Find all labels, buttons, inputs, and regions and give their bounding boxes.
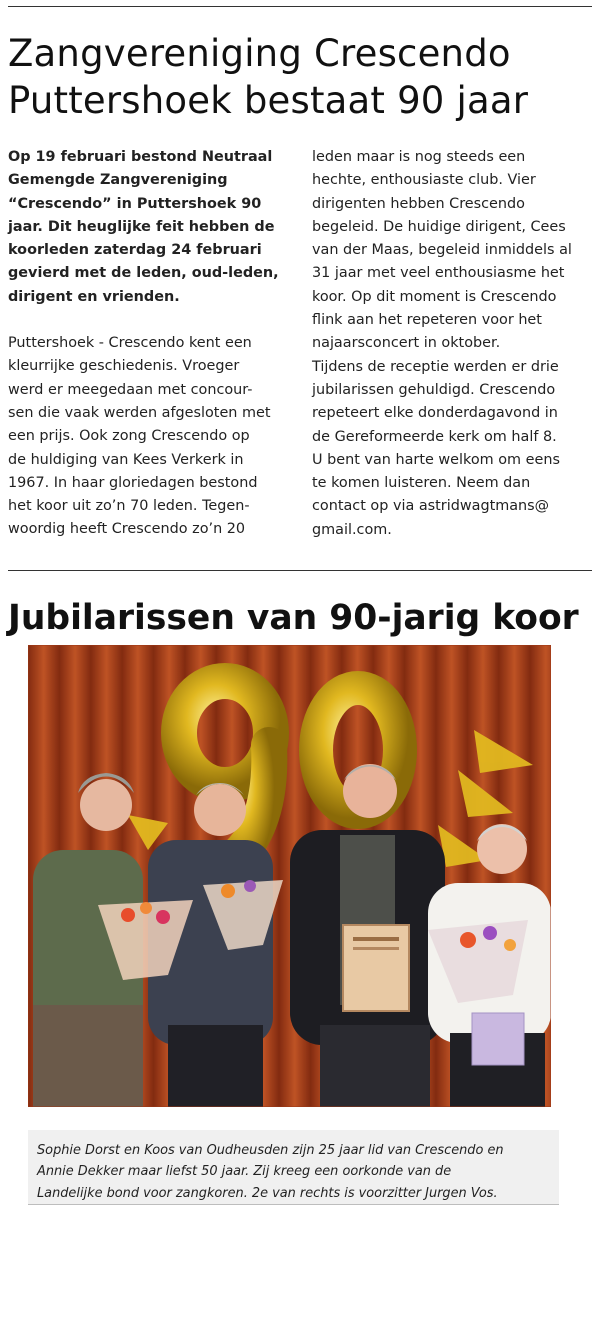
body-line: contact op via astridwagtmans@ — [312, 498, 550, 515]
body-line: de Gereformeerde kerk om half 8. — [312, 428, 557, 445]
body-line: van der Maas, begeleid inmiddels al — [312, 242, 572, 259]
paragraph-gap — [8, 309, 292, 332]
lead-line: jaar. Dit heuglijke feit hebben de — [8, 218, 275, 235]
body-line: sen die vaak werden afgesloten met — [8, 404, 271, 421]
body-line: 31 jaar met veel enthousiasme het — [312, 265, 565, 282]
body-line: U bent van harte welkom om eens — [312, 451, 560, 468]
body-line: een prijs. Ook zong Crescendo op — [8, 428, 250, 445]
photo-headline: Jubilarissen van 90-jarig koor — [8, 598, 579, 638]
group-photo — [28, 645, 551, 1107]
body-line: werd er meegedaan met concour- — [8, 381, 253, 398]
body-line: 1967. In haar gloriedagen bestond — [8, 474, 258, 491]
article-headline — [8, 30, 598, 124]
body-line: jubilarissen gehuldigd. Crescendo — [312, 381, 556, 398]
photo-caption — [28, 1130, 559, 1205]
section-divider — [8, 570, 592, 571]
body-line: gmail.com. — [312, 521, 392, 538]
body-line: te komen luisteren. Neem dan — [312, 475, 531, 492]
lead-line: gevierd met de leden, oud-leden, — [8, 265, 279, 282]
headline-line-2: Puttershoek bestaat 90 jaar — [8, 79, 529, 122]
body-line: koor. Op dit moment is Crescendo — [312, 288, 557, 305]
body-line: dirigenten hebben Crescendo — [312, 195, 525, 212]
body-line: begeleid. De huidige dirigent, Cees — [312, 218, 566, 235]
body-line: kleurrijke geschiedenis. Vroeger — [8, 358, 240, 375]
article-column-left — [8, 146, 292, 542]
body-line: najaarsconcert in oktober. — [312, 335, 501, 352]
body-line: flink aan het repeteren voor het — [312, 312, 542, 329]
body-line: leden maar is nog steeds een — [312, 149, 526, 165]
body-line: Puttershoek - Crescendo kent een — [8, 335, 252, 352]
body-line: repeteert elke donderdagavond in — [312, 405, 558, 422]
article-column-right — [312, 146, 596, 542]
body-line: de huldiging van Kees Verkerk in — [8, 451, 244, 468]
top-rule — [8, 6, 592, 7]
caption-line-2: Annie Dekker maar liefst 50 jaar. Zij kreeg een oorkonde van de — [37, 1164, 452, 1180]
lead-line: “Crescendo” in Puttershoek 90 — [8, 195, 262, 212]
body-line: het koor uit zo’n 70 leden. Tegen- — [8, 498, 250, 515]
lead-line: Op 19 februari bestond Neutraal — [8, 149, 273, 165]
lead-line: Gemengde Zangvereniging — [8, 172, 228, 189]
body-line: woordig heeft Crescendo zo’n 20 — [8, 521, 246, 538]
body-line: Tijdens de receptie werden er drie — [312, 358, 559, 375]
lead-line: dirigent en vrienden. — [8, 288, 180, 305]
gift-bag — [472, 1013, 524, 1065]
caption-line-1: Sophie Dorst en Koos van Oudheusden zijn 25 jaar lid van Crescendo en — [37, 1143, 504, 1158]
lead-line: koorleden zaterdag 24 februari — [8, 242, 262, 259]
body-line: hechte, enthousiaste club. Vier — [312, 172, 536, 189]
caption-line-3: Landelijke bond voor zangkoren. 2e van rechts is voorzitter Jurgen Vos. — [37, 1185, 498, 1201]
headline-line-1: Zangvereniging Crescendo — [8, 32, 511, 75]
